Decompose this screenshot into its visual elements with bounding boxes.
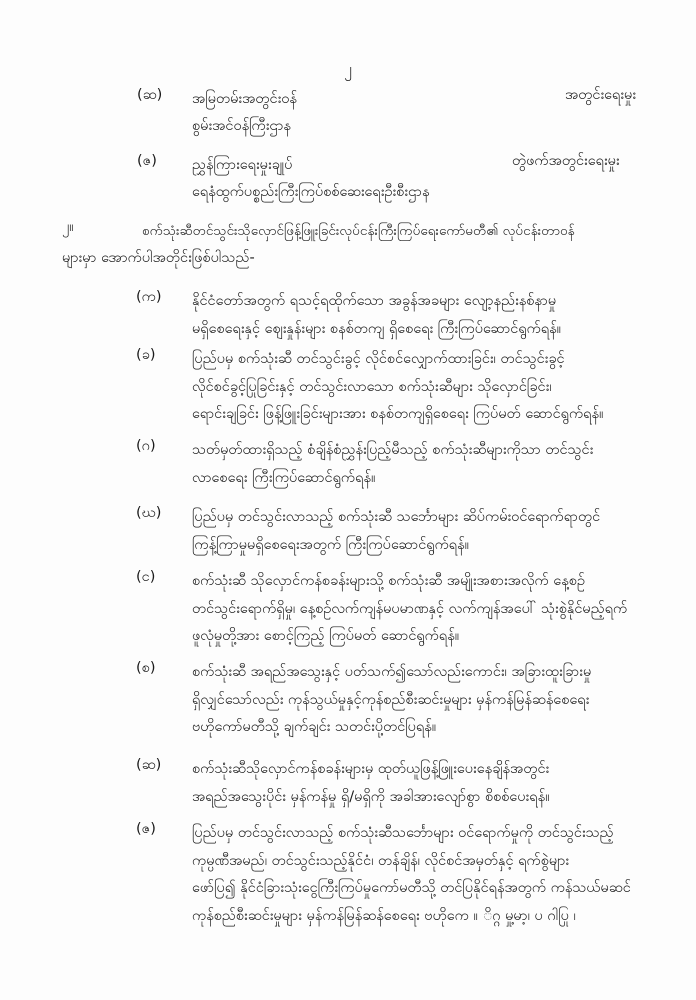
section-line: များမှာ အောက်ပါအတိုင်းဖြစ်ပါသည်- (62, 250, 255, 266)
section-number: ၂။ (62, 219, 74, 235)
item-line: မရှိစေရေးနှင့် ဈေးနှုန်းများ စနစ်တကျ ရှိစေရေး ကြီးကြပ်ဆောင်ရွက်ရန်။ (192, 320, 562, 337)
item-text (192, 568, 662, 651)
entry-department: စွမ်းအင်ဝန်ကြီးဌာန (192, 118, 291, 134)
item-marker: (င) (136, 569, 156, 585)
item-line: စက်သုံးဆီ သိုလှောင်ကန်စခန်းများသို့ စက်သုံးဆီ အမျိုးအစားအလိုက် နေ့စဉ် (192, 573, 585, 589)
item-marker: (ဂ) (136, 438, 156, 454)
page-number: ၂ (344, 59, 352, 78)
item-line: စက်သုံးဆီသိုလှောင်ကန်စခန်းများမှ ထုတ်ယူဖြန့်ဖြူးပေးနေချိန်အတွင်း (192, 761, 550, 777)
item-marker: (ခ) (136, 347, 156, 363)
entry-title: ညွှန်ကြားရေးမှုးချုပ် (192, 157, 293, 173)
item-line: ပြည်ပမှ တင်သွင်းလာသည့် စက်သုံးဆီ သင်္ဘောများ ဆိပ်ကမ်းဝင်ရောက်ရာတွင် (192, 509, 601, 525)
item-line: လိုင်စင်ခွင့်ပြုခြင်းနှင့် တင်သွင်းလာသော စက်သုံးဆီများ သိုလှောင်ခြင်း၊ (192, 378, 552, 395)
entry-role: တွဲဖက်အတွင်းရေးမှုး (512, 153, 620, 169)
item-text (192, 288, 662, 343)
item-line: အရည်အသွေးပိုင်း မှန်ကန်မှု ရှိ/မရှိကို အခါအားလျော်စွာ စိစစ်ပေးရန်။ (192, 788, 550, 805)
item-text (192, 659, 662, 742)
item-line: ပြည်ပမှ စက်သုံးဆီ တင်သွင်းခွင့် လိုင်စင်လျှောက်ထားခြင်း၊ တင်သွင်းခွင့် (192, 351, 565, 367)
item-line: သတ်မှတ်ထားရှိသည့် စံချိန်စံညွှန်းပြည့်မီသည့် စက်သုံးဆီများကိုသာ တင်သွင်း (192, 442, 594, 458)
item-line: စက်သုံးဆီ အရည်အသွေးနှင့် ပတ်သက်၍သော်လည်းကောင်း၊ အခြားထူးခြားမှု (192, 664, 592, 680)
item-line: ကုန်စည်စီးဆင်းမှုများ မှန်ကန်မြန်ဆန်စေရေး ဗဟိုကေ ။ ိဂ္ဂ မှု့မာ့၊ ပ ဂါပြု ၊ (192, 907, 576, 924)
item-line: ဖူလုံမှုတို့အား စောင့်ကြည့် ကြပ်မတ် ဆောင်ရွက်ရန်။ (192, 628, 460, 644)
item-marker: (ဇ) (136, 821, 156, 837)
item-marker: (က) (136, 289, 162, 305)
item-line: လာစေရေး ကြီးကြပ်ဆောင်ရွက်ရန်။ (192, 469, 376, 486)
entry-marker: (ဆ) (137, 87, 163, 103)
item-text (192, 756, 662, 811)
item-line: ရောင်းချခြင်း ဖြန့်ဖြူးခြင်းများအား စနစ်တကျရှိစေရေး ကြပ်မတ် ဆောင်ရွက်ရန်။ (192, 406, 604, 422)
item-marker: (စ) (136, 660, 156, 676)
section-line: စက်သုံးဆီတင်သွင်းသိုလှောင်ဖြန့်ဖြူးခြင်းလုပ်ငန်းကြီးကြပ်ရေးကော်မတီ၏ လုပ်ငန်းတာဝန် (142, 223, 575, 239)
item-line: နိုင်ငံတော်အတွက် ရသင့်ရထိုက်သော အခွန်အခများ လျော့နည်းနစ်နာမှု (192, 293, 557, 309)
item-line: ဗဟိုကော်မတီသို့ ချက်ချင်း သတင်းပို့တင်ပြရန်။ (192, 719, 437, 735)
item-line: ကုမ္ပဏီအမည်၊ တင်သွင်းသည့်နိုင်ငံ၊ တန်ချိန်၊ လိုင်စင်အမှတ်နှင့် ရက်စွဲများ (192, 852, 570, 869)
item-text (192, 437, 662, 492)
entry-department: ရေနံထွက်ပစ္စည်းကြီးကြပ်စစ်ဆေးရေးဦးစီးဌာန (192, 184, 430, 200)
entry-role: အတွင်းရေးမှုး (565, 87, 636, 103)
entry-title: အမြတမ်းအတွင်းဝန် (192, 91, 297, 107)
item-marker: (ဆ) (136, 757, 162, 773)
item-line: ဖော်ပြ၍ နိုင်ငံခြားသုံးငွေကြီးကြပ်မှုကော်မတီသို့ တင်ပြနိုင်ရန်အတွက် ကန်သယ်မဆင် (192, 880, 631, 896)
item-line: ပြည်ပမှ တင်သွင်းလာသည့် စက်သုံးဆီသင်္ဘောများ ဝင်ရောက်မှုကို တင်သွင်းသည့် (192, 825, 614, 841)
item-marker: (ဃ) (136, 505, 162, 521)
item-text (192, 504, 662, 559)
entry-marker: (ဇ) (137, 153, 157, 169)
item-text (192, 346, 662, 429)
item-line: ရှိလျှင်သော်လည်း ကုန်သွယ်မှုနှင့်ကုန်စည်စီးဆင်းမှုများ မှန်ကန်မြန်ဆန်စေရေး (192, 691, 590, 708)
item-text (192, 820, 662, 930)
item-line: တင်သွင်းရောက်ရှိမှု၊ နေ့စဉ်လက်ကျန်မပမာဏနှင့် လက်ကျန်အပေါ် သုံးစွဲနိုင်မည့်ရက် (192, 600, 628, 617)
item-line: ကြန့်ကြာမှုမရှိစေရေးအတွက် ကြီးကြပ်ဆောင်ရွက်ရန်။ (192, 536, 470, 553)
